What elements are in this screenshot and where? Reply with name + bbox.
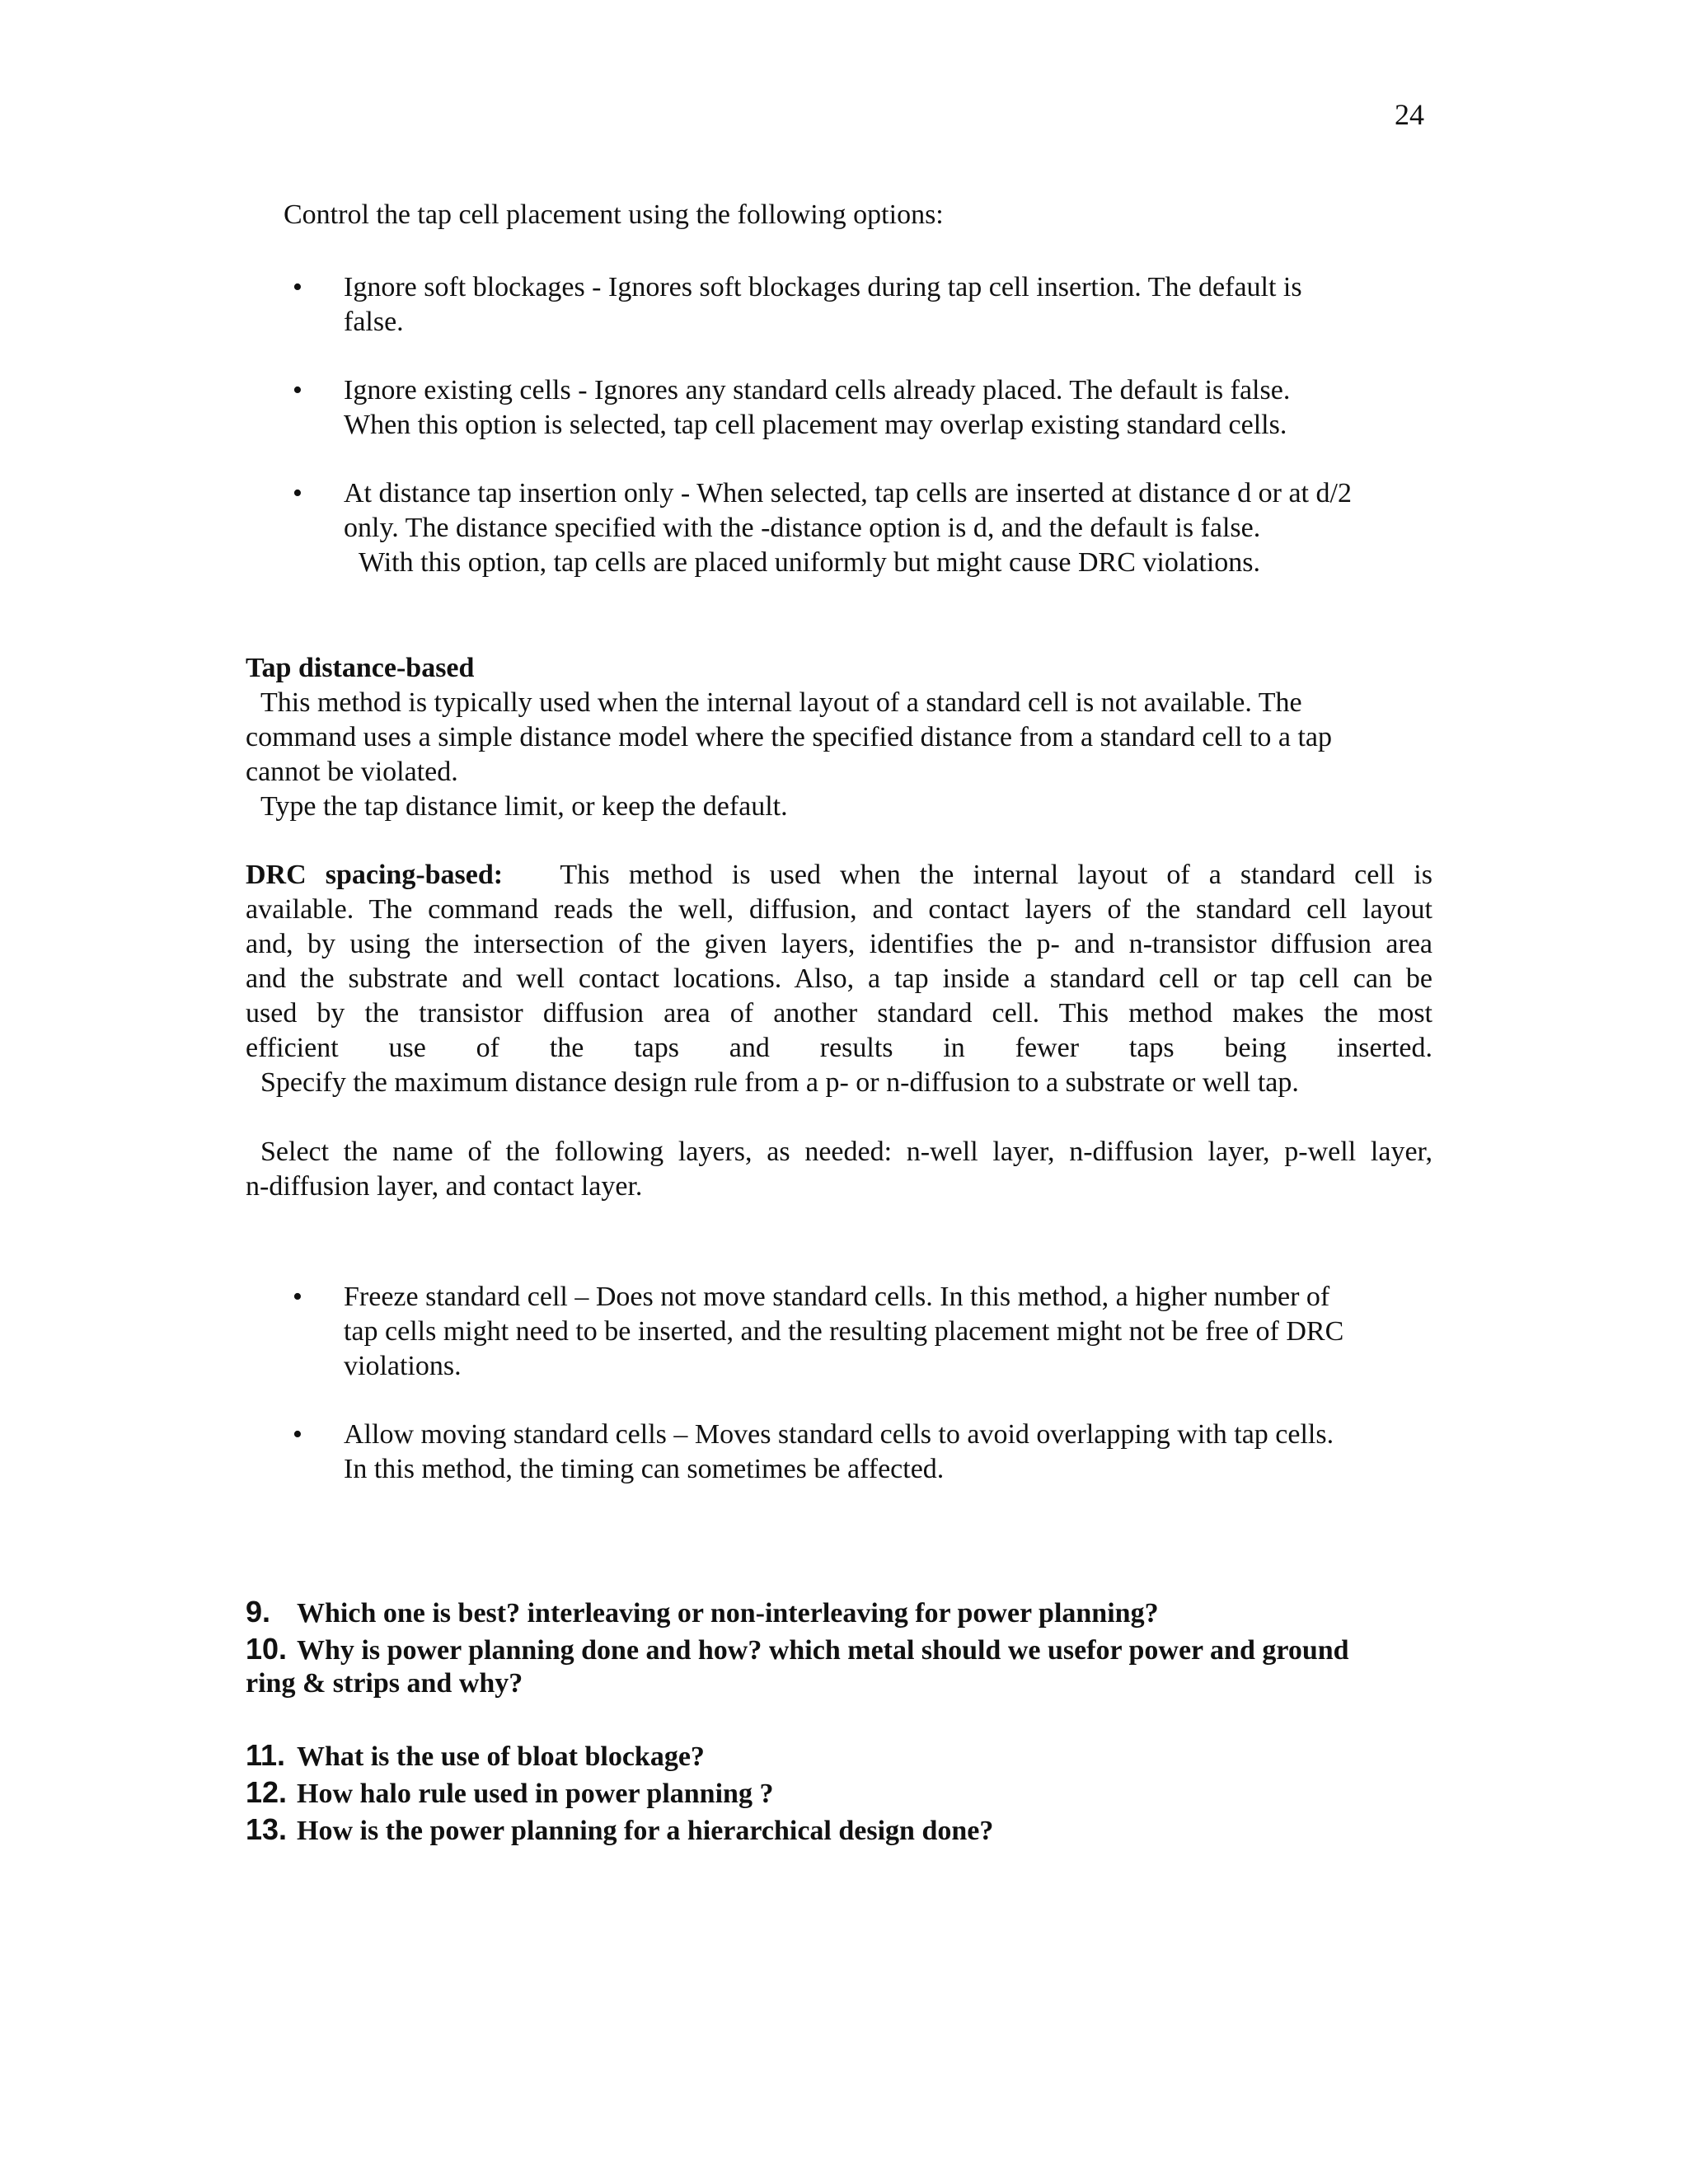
question-12 <box>246 1774 1432 1812</box>
layers-line: n-diffusion layer, and contact layer. <box>246 1171 643 1202</box>
intro-text: Control the tap cell placement using the following options: <box>284 199 944 230</box>
question-number: 12. <box>246 1775 288 1809</box>
question-text: Why is power planning done and how? which metal should we usefor power and ground <box>297 1635 1349 1666</box>
option-line: When this option is selected, tap cell placement may overlap existing standard cells. <box>344 410 1287 440</box>
question-13 <box>246 1811 1432 1849</box>
drc-line: Specify the maximum distance design rule from a p- or n-diffusion to a substrate or well tap. <box>260 1067 1299 1098</box>
drc-line: used by the transistor diffusion area of another standard cell. This method makes the most <box>246 998 1432 1029</box>
question-9 <box>246 1593 1432 1632</box>
bullet-icon: • <box>293 478 302 509</box>
layers-line: Select the name of the following layers, as needed: n-well layer, n-diffusion layer, p-well layer, <box>260 1137 1432 1167</box>
question-number: 10. <box>246 1632 288 1666</box>
question-text: What is the use of bloat blockage? <box>297 1741 705 1772</box>
question-number: 13. <box>246 1812 288 1846</box>
tap-distance-line: Type the tap distance limit, or keep the default. <box>260 791 788 822</box>
drc-line: available. The command reads the well, diffusion, and contact layers of the standard cell layout <box>246 894 1432 925</box>
question-10 <box>246 1630 1432 1669</box>
drc-line: and the substrate and well contact locations. Also, a tap inside a standard cell or tap cell can be <box>246 963 1432 994</box>
tap-distance-line: This method is typically used when the internal layout of a standard cell is not available. The <box>260 687 1302 718</box>
bullet-icon: • <box>293 272 302 302</box>
bullet-icon: • <box>293 375 302 405</box>
question-text: How halo rule used in power planning ? <box>297 1779 774 1809</box>
drc-line: and, by using the intersection of the given layers, identifies the p- and n-transistor diffusion area <box>246 929 1432 959</box>
drc-first-line-text: This method is used when the internal layout of a standard cell is <box>560 860 1432 890</box>
drc-heading: DRC spacing-based: <box>246 860 504 890</box>
option-line: With this option, tap cells are placed uniformly but might cause DRC violations. <box>359 547 1260 578</box>
question-10-continued: ring & strips and why? <box>246 1668 523 1699</box>
question-11 <box>246 1736 1432 1775</box>
question-text: Which one is best? interleaving or non-interleaving for power planning? <box>297 1598 1159 1629</box>
option-line: only. The distance specified with the -distance option is d, and the default is false. <box>344 513 1261 543</box>
option-line: Ignore soft blockages - Ignores soft blockages during tap cell insertion. The default is <box>344 272 1302 302</box>
tap-distance-heading: Tap distance-based <box>246 653 475 683</box>
page-number: 24 <box>1395 98 1424 131</box>
cell-option-line: Allow moving standard cells – Moves standard cells to avoid overlapping with tap cells. <box>344 1419 1334 1450</box>
option-line: Ignore existing cells - Ignores any standard cells already placed. The default is false. <box>344 375 1291 405</box>
option-line: false. <box>344 307 404 337</box>
tap-distance-line: cannot be violated. <box>246 757 458 787</box>
bullet-icon: • <box>293 1419 302 1450</box>
cell-option-line: violations. <box>344 1351 462 1381</box>
drc-line: efficient use of the taps and results in fewer taps being inserted. <box>246 1033 1432 1063</box>
question-number: 9. <box>246 1595 271 1629</box>
tap-distance-line: command uses a simple distance model where the specified distance from a standard cell to a tap <box>246 722 1332 752</box>
cell-option-line: In this method, the timing can sometimes be affected. <box>344 1454 945 1484</box>
cell-option-line: Freeze standard cell – Does not move standard cells. In this method, a higher number of <box>344 1282 1330 1312</box>
question-number: 11. <box>246 1738 286 1772</box>
cell-option-line: tap cells might need to be inserted, and the resulting placement might not be free of DRC <box>344 1316 1344 1347</box>
bullet-icon: • <box>293 1282 302 1312</box>
option-line: At distance tap insertion only - When selected, tap cells are inserted at distance d or at d/2 <box>344 478 1352 509</box>
question-text: How is the power planning for a hierarchical design done? <box>297 1816 994 1846</box>
drc-first-line <box>246 858 1432 893</box>
